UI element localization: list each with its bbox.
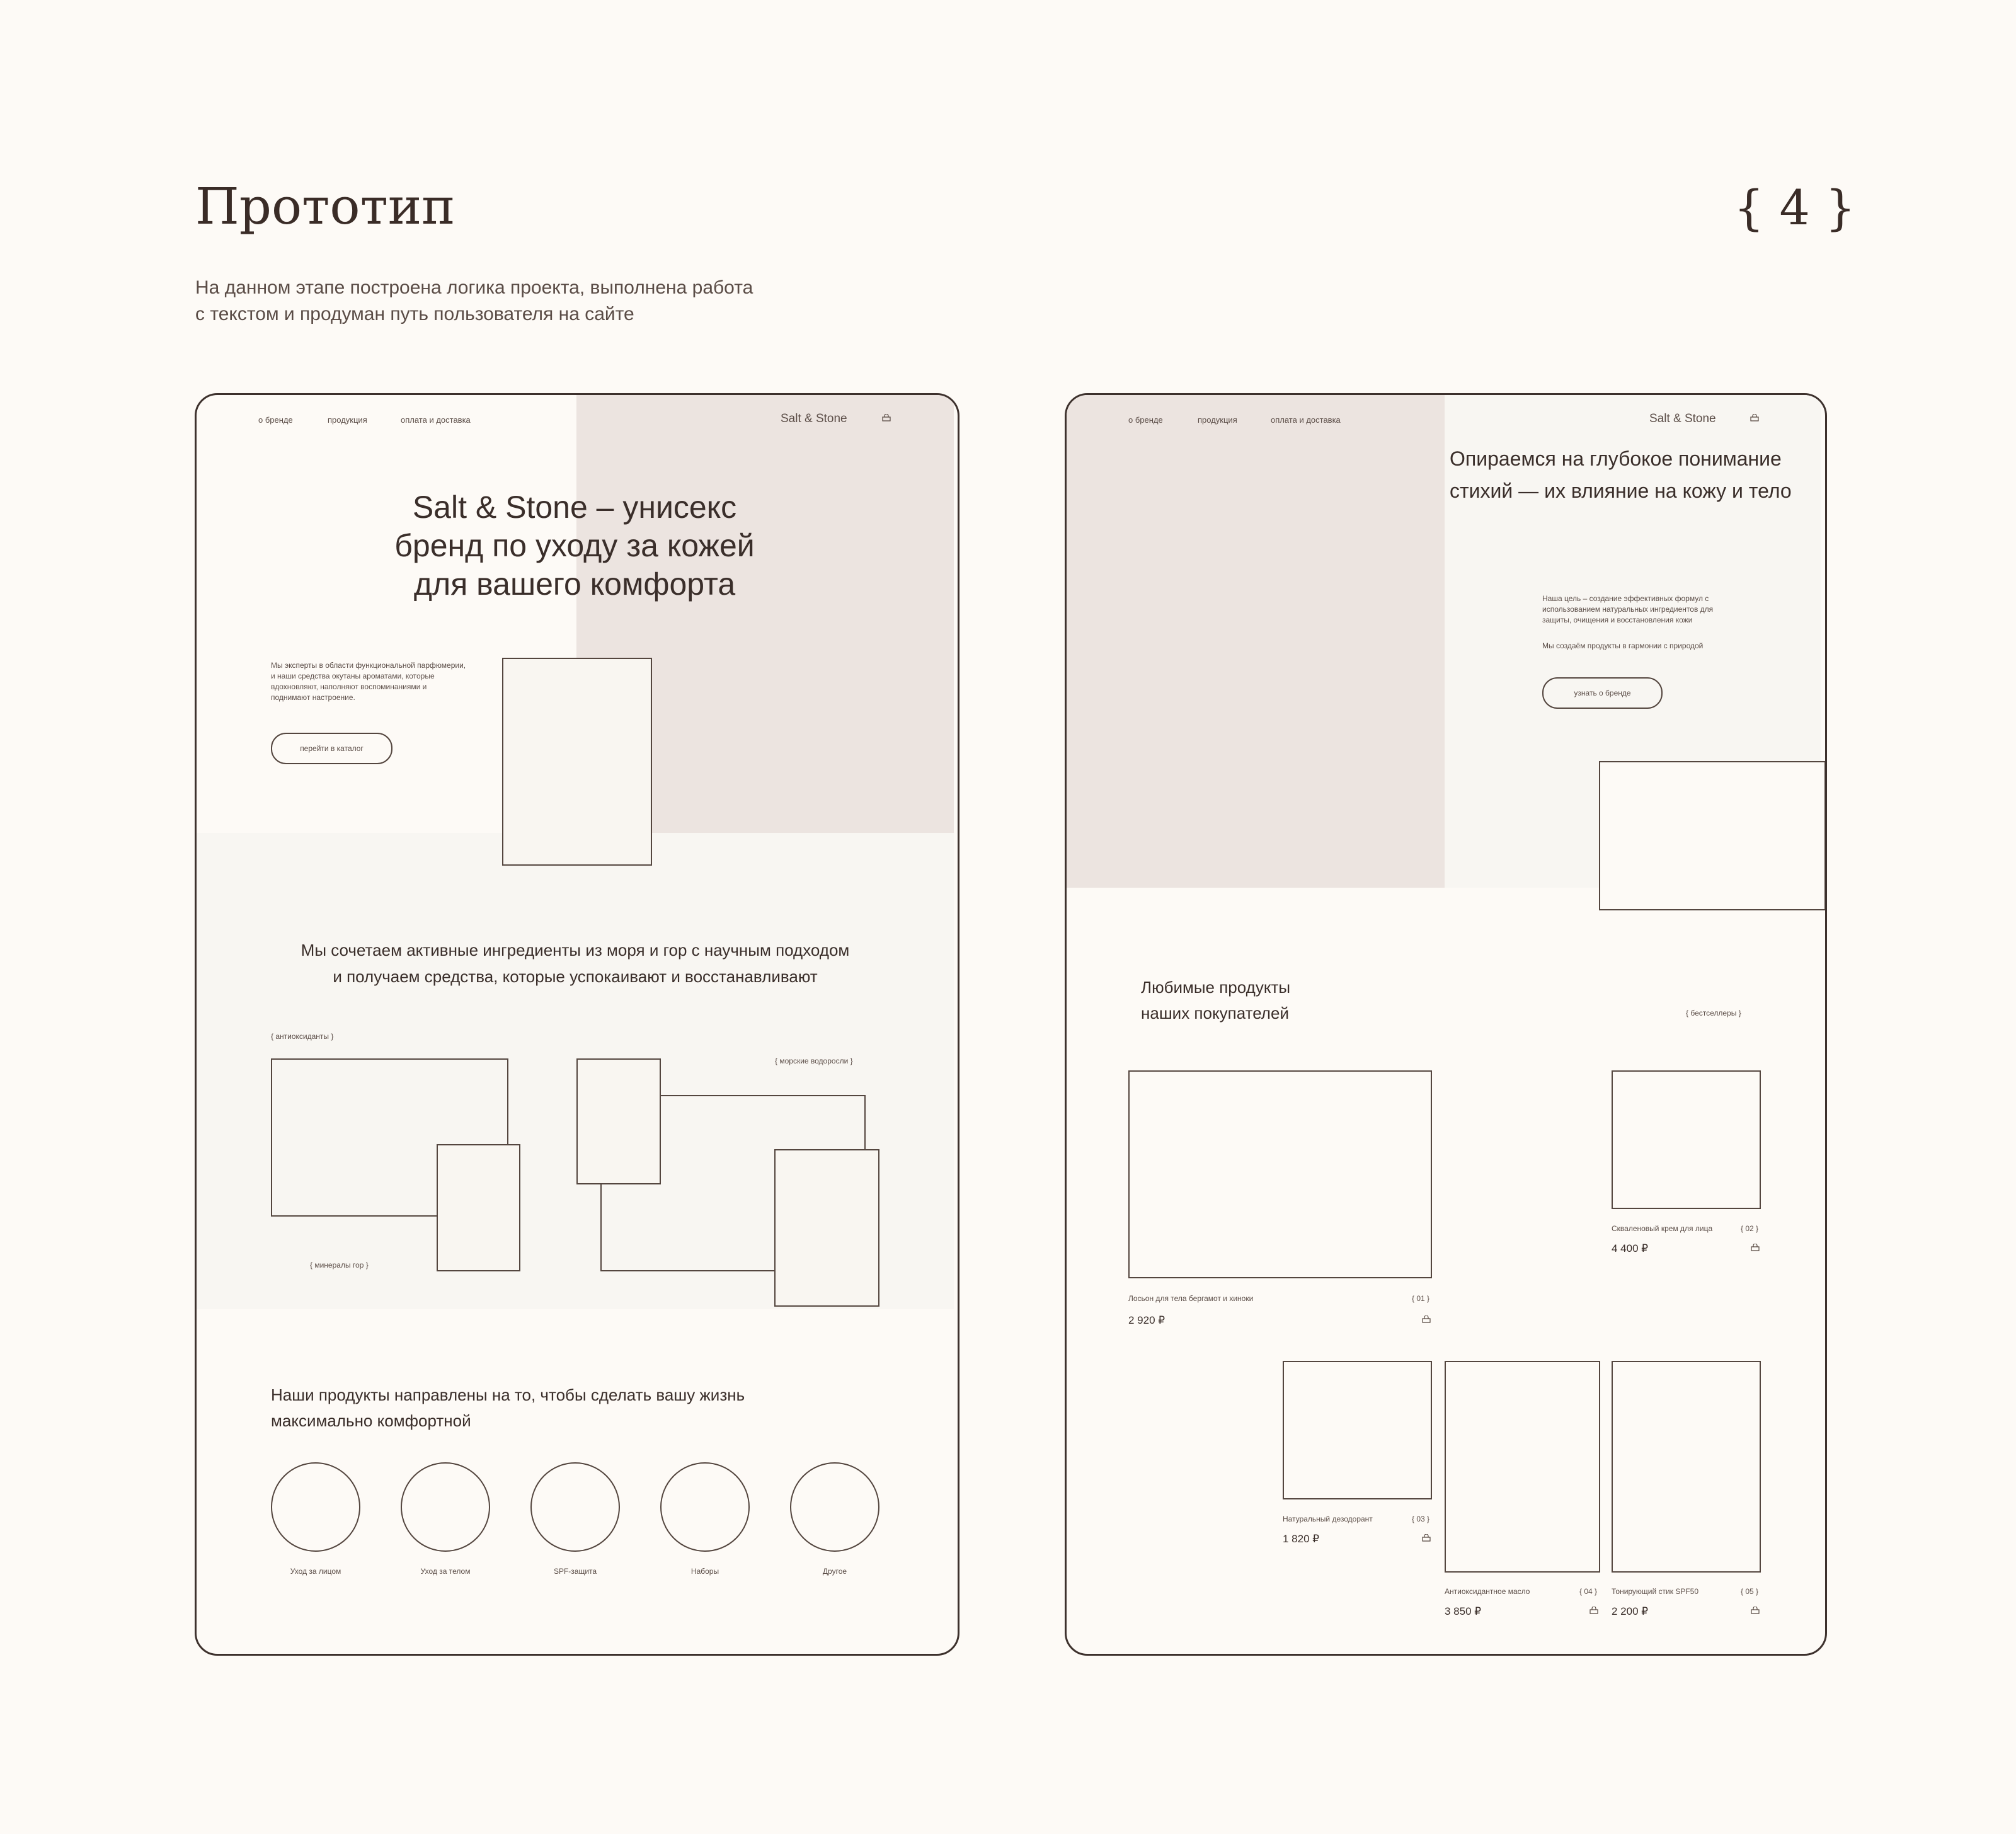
ingredients-headline-line-2: и получаем средства, которые успокаивают и восстанавливают xyxy=(333,967,818,986)
product-image-tinted-stick[interactable] xyxy=(1612,1361,1761,1573)
product-price: 3 850 ₽ xyxy=(1445,1605,1482,1617)
product-image-squalane-cream[interactable] xyxy=(1612,1070,1761,1209)
bestsellers-headline-line-1: Любимые продукты xyxy=(1141,978,1291,997)
product-name[interactable]: Тонирующий стик SPF50 xyxy=(1612,1587,1699,1596)
about-headline xyxy=(1450,443,1821,507)
seaweed-tall-image-placeholder xyxy=(774,1149,879,1307)
categories-headline-line-2: максимально комфортной xyxy=(271,1411,471,1430)
nav-products[interactable]: продукция xyxy=(1198,415,1237,425)
hero-headline-line-3: для вашего комфорта xyxy=(413,566,736,602)
tag-bestsellers: { бестселлеры } xyxy=(1686,1009,1741,1017)
category-spf[interactable] xyxy=(530,1462,620,1552)
about-beige-block xyxy=(1067,395,1445,888)
categories-headline-line-1: Наши продукты направлены на то, чтобы сделать вашу жизнь xyxy=(271,1385,745,1404)
tag-minerals: { минералы гор } xyxy=(310,1261,369,1269)
product-index: { 03 } xyxy=(1412,1515,1430,1523)
product-image-deodorant[interactable] xyxy=(1283,1361,1432,1499)
about-headline-line-2: стихий — их влияние на кожу и тело xyxy=(1450,479,1792,502)
page-subtitle: На данном этапе построена логика проекта, выполнена работа с текстом и продуман путь пользователя на сайте xyxy=(195,277,753,324)
seaweed-small-image-placeholder xyxy=(576,1058,661,1184)
product-price: 4 400 ₽ xyxy=(1612,1242,1649,1254)
product-index: { 02 } xyxy=(1741,1224,1759,1233)
add-to-cart-icon[interactable] xyxy=(1589,1607,1598,1614)
about-text-harmony: Мы создаём продукты в гармонии с природой xyxy=(1542,641,1704,650)
product-price: 2 920 ₽ xyxy=(1128,1314,1166,1326)
hero-headline xyxy=(323,488,827,604)
product-name[interactable]: Антиоксидантное масло xyxy=(1445,1587,1530,1596)
product-index: { 05 } xyxy=(1741,1587,1759,1596)
categories-headline xyxy=(271,1382,838,1434)
category-label-spf[interactable]: SPF-защита xyxy=(553,1567,597,1576)
nav-payment-delivery[interactable]: оплата и доставка xyxy=(401,415,471,425)
page-title: Прототип xyxy=(195,177,455,236)
nav-payment-delivery[interactable]: оплата и доставка xyxy=(1271,415,1341,425)
minerals-image-placeholder xyxy=(437,1144,520,1271)
nav-about[interactable]: о бренде xyxy=(1128,415,1163,425)
category-label-body-care[interactable]: Уход за телом xyxy=(420,1567,471,1576)
prototype-frame-about xyxy=(1065,393,1827,1656)
product-index: { 01 } xyxy=(1412,1294,1430,1303)
nav-products[interactable]: продукция xyxy=(328,415,367,425)
tag-seaweed: { морские водоросли } xyxy=(775,1057,853,1065)
catalog-button[interactable]: перейти в каталог xyxy=(271,733,392,764)
about-headline-line-1: Опираемся на глубокое понимание xyxy=(1450,447,1782,470)
category-face-care[interactable] xyxy=(271,1462,360,1552)
about-brand-button[interactable]: узнать о бренде xyxy=(1542,677,1663,709)
category-other[interactable] xyxy=(790,1462,879,1552)
brand-logo[interactable]: Salt & Stone xyxy=(781,412,847,425)
about-text-goal: Наша цель – создание эффективных формул с использованием натуральных ингредиентов для защиты, очищения и восстановления кожи xyxy=(1542,594,1714,624)
brand-logo[interactable]: Salt & Stone xyxy=(1649,412,1716,425)
add-to-cart-icon[interactable] xyxy=(1751,1607,1760,1614)
hero-headline-line-2: бренд по уходу за кожей xyxy=(394,528,755,563)
product-price: 1 820 ₽ xyxy=(1283,1533,1320,1545)
prototype-frame-home xyxy=(195,393,959,1656)
product-image-antioxidant-oil[interactable] xyxy=(1445,1361,1600,1573)
tag-antioxidants: { антиоксиданты } xyxy=(271,1032,334,1041)
product-name[interactable]: Скваленовый крем для лица xyxy=(1612,1224,1713,1233)
ingredients-headline xyxy=(234,937,916,990)
bestsellers-headline xyxy=(1141,975,1456,1026)
category-body-care[interactable] xyxy=(401,1462,490,1552)
ingredients-headline-line-1: Мы сочетаем активные ингредиенты из моря и гор с научным подходом xyxy=(301,941,850,960)
page-number: { 4 } xyxy=(1734,180,1856,236)
add-to-cart-icon[interactable] xyxy=(1422,1534,1431,1542)
bag-icon[interactable] xyxy=(882,414,891,421)
hero-headline-line-1: Salt & Stone – унисекс xyxy=(412,490,737,525)
about-image-placeholder xyxy=(1599,761,1826,910)
category-sets[interactable] xyxy=(660,1462,750,1552)
product-image-body-lotion[interactable] xyxy=(1128,1070,1432,1278)
category-label-other[interactable]: Другое xyxy=(822,1567,847,1576)
category-label-face-care[interactable]: Уход за лицом xyxy=(290,1567,341,1576)
category-label-sets[interactable]: Наборы xyxy=(690,1567,719,1576)
product-name[interactable]: Натуральный дезодорант xyxy=(1283,1515,1373,1523)
bag-icon[interactable] xyxy=(1750,414,1759,421)
nav-about[interactable]: о бренде xyxy=(258,415,293,425)
product-index: { 04 } xyxy=(1579,1587,1598,1596)
hero-image-placeholder xyxy=(502,658,652,866)
add-to-cart-icon[interactable] xyxy=(1751,1244,1760,1251)
add-to-cart-icon[interactable] xyxy=(1422,1315,1431,1323)
hero-description: Мы эксперты в области функциональной парфюмерии, и наши средства окутаны ароматами, которые вдохновляют, наполняют воспоминаниями и поднимают настроение. xyxy=(271,661,466,702)
product-price: 2 200 ₽ xyxy=(1612,1605,1649,1617)
bestsellers-headline-line-2: наших покупателей xyxy=(1141,1004,1289,1023)
product-name[interactable]: Лосьон для тела бергамот и хиноки xyxy=(1128,1294,1254,1303)
